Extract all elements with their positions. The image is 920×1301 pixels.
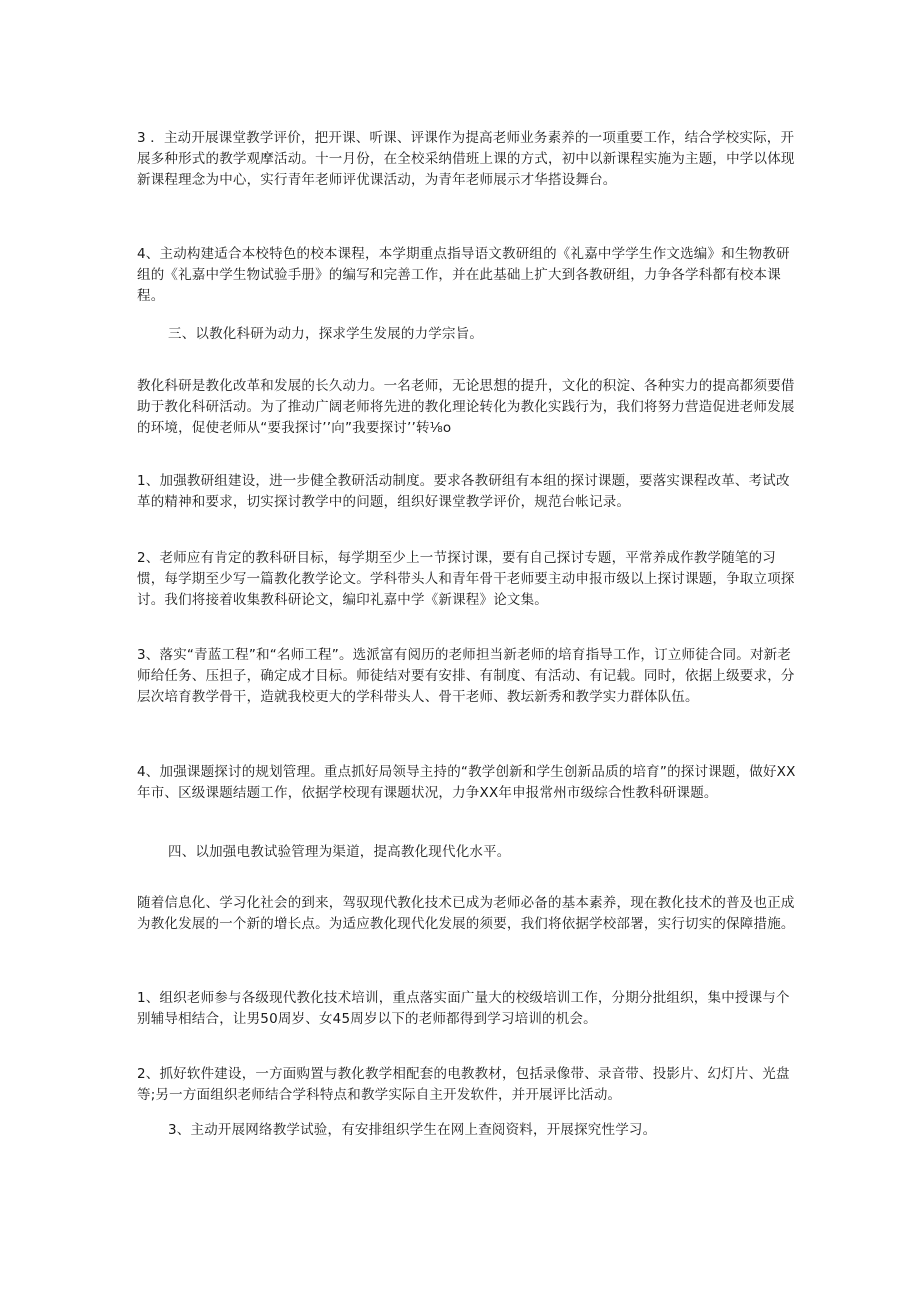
paragraph-classroom-evaluation: 3 ．主动开展课堂教学评价，把开课、听课、评课作为提高老师业务素养的一项重要工作，结合学校实际，开展多种形式的教学观摩活动。十一月份，在全校采纳借班上课的方式，初中以新课程实施为主题，中学以体现新课程理念为中心，实行青年老师评优课活动，为青年老师展示才华搭设舞台。 <box>137 130 795 188</box>
section-heading-3: 三、以教化科研为动力，探求学生发展的力学宗旨。 <box>168 326 484 342</box>
paragraph-project-management: 4、加强课题探讨的规划管理。重点抓好局领导主持的“教学创新和学生创新品质的培育”的探讨课题，做好XX年市、区级课题结题工作，依据学校现有课题状况，力争XX年申报常州市级综合性教科研课题。 <box>137 764 796 801</box>
paragraph-mentoring: 3、落实“青蓝工程”和“名师工程”。选派富有阅历的老师担当新老师的培育指导工作，订立师徒合同。对新老师给任务、压担子，确定成才目标。师徒结对要有安排、有制度、有活动、有记载。同时，依据上级要求，分层次培育教学骨干，造就我校更大的学科带头人、骨干老师、教坛新秀和教学实力群体队伍。 <box>137 647 795 705</box>
paragraph-network-teaching: 3、主动开展网络教学试验，有安排组织学生在网上查阅资料，开展探究性学习。 <box>168 1122 657 1138</box>
paragraph-research-goals: 2、老师应有肯定的教科研目标，每学期至少上一节探讨课，要有自己探讨专题，平常养成作教学随笔的习惯，每学期至少写一篇教化教学论文。学科带头人和青年骨干老师要主动申报市级以上探讨课题，争取立项探讨。我们将接着收集教科研论文，编印礼嘉中学《新课程》论文集。 <box>137 550 795 608</box>
paragraph-training: 1、组织老师参与各级现代教化技术培训，重点落实面广量大的校级培训工作，分期分批组织，集中授课与个别辅导相结合，让男50周岁、女45周岁以下的老师都得到学习培训的机会。 <box>137 990 790 1027</box>
paragraph-research-intro: 教化科研是教化改革和发展的长久动力。一名老师，无论思想的提升，文化的积淀、各种实力的提高都须要借助于教化科研活动。为了推动广阔老师将先进的教化理论转化为教化实践行为，我们将努力营造促进老师发展的环境，促使老师从“要我探讨’’向”我要探讨’’转⅛o <box>137 378 795 436</box>
paragraph-information-age: 随着信息化、学习化社会的到来，驾驭现代教化技术已成为老师必备的基本素养，现在教化技术的普及也正成为教化发展的一个新的增长点。为适应教化现代化发展的须要，我们将依据学校部署，实行切实的保障措施。 <box>137 895 795 932</box>
paragraph-research-group: 1、加强教研组建设，进一步健全教研活动制度。要求各教研组有本组的探讨课题，要落实课程改革、考试改革的精神和要求，切实探讨教学中的问题，组织好课堂教学评价，规范台帐记录。 <box>137 473 790 510</box>
section-heading-4: 四、以加强电教试验管理为渠道，提高教化现代化水平。 <box>168 844 511 860</box>
paragraph-school-curriculum: 4、主动构建适合本校特色的校本课程，本学期重点指导语文教研组的《礼嘉中学学生作文选编》和生物教研组的《礼嘉中学生物试验手册》的编写和完善工作，并在此基础上扩大到各教研组，力争各学科都有校本课程。 <box>137 246 790 304</box>
paragraph-software: 2、抓好软件建设，一方面购置与教化教学相配套的电教教材，包括录像带、录音带、投影片、幻灯片、光盘等;另一方面组织老师结合学科特点和教学实际自主开发软件，并开展评比活动。 <box>137 1066 790 1103</box>
